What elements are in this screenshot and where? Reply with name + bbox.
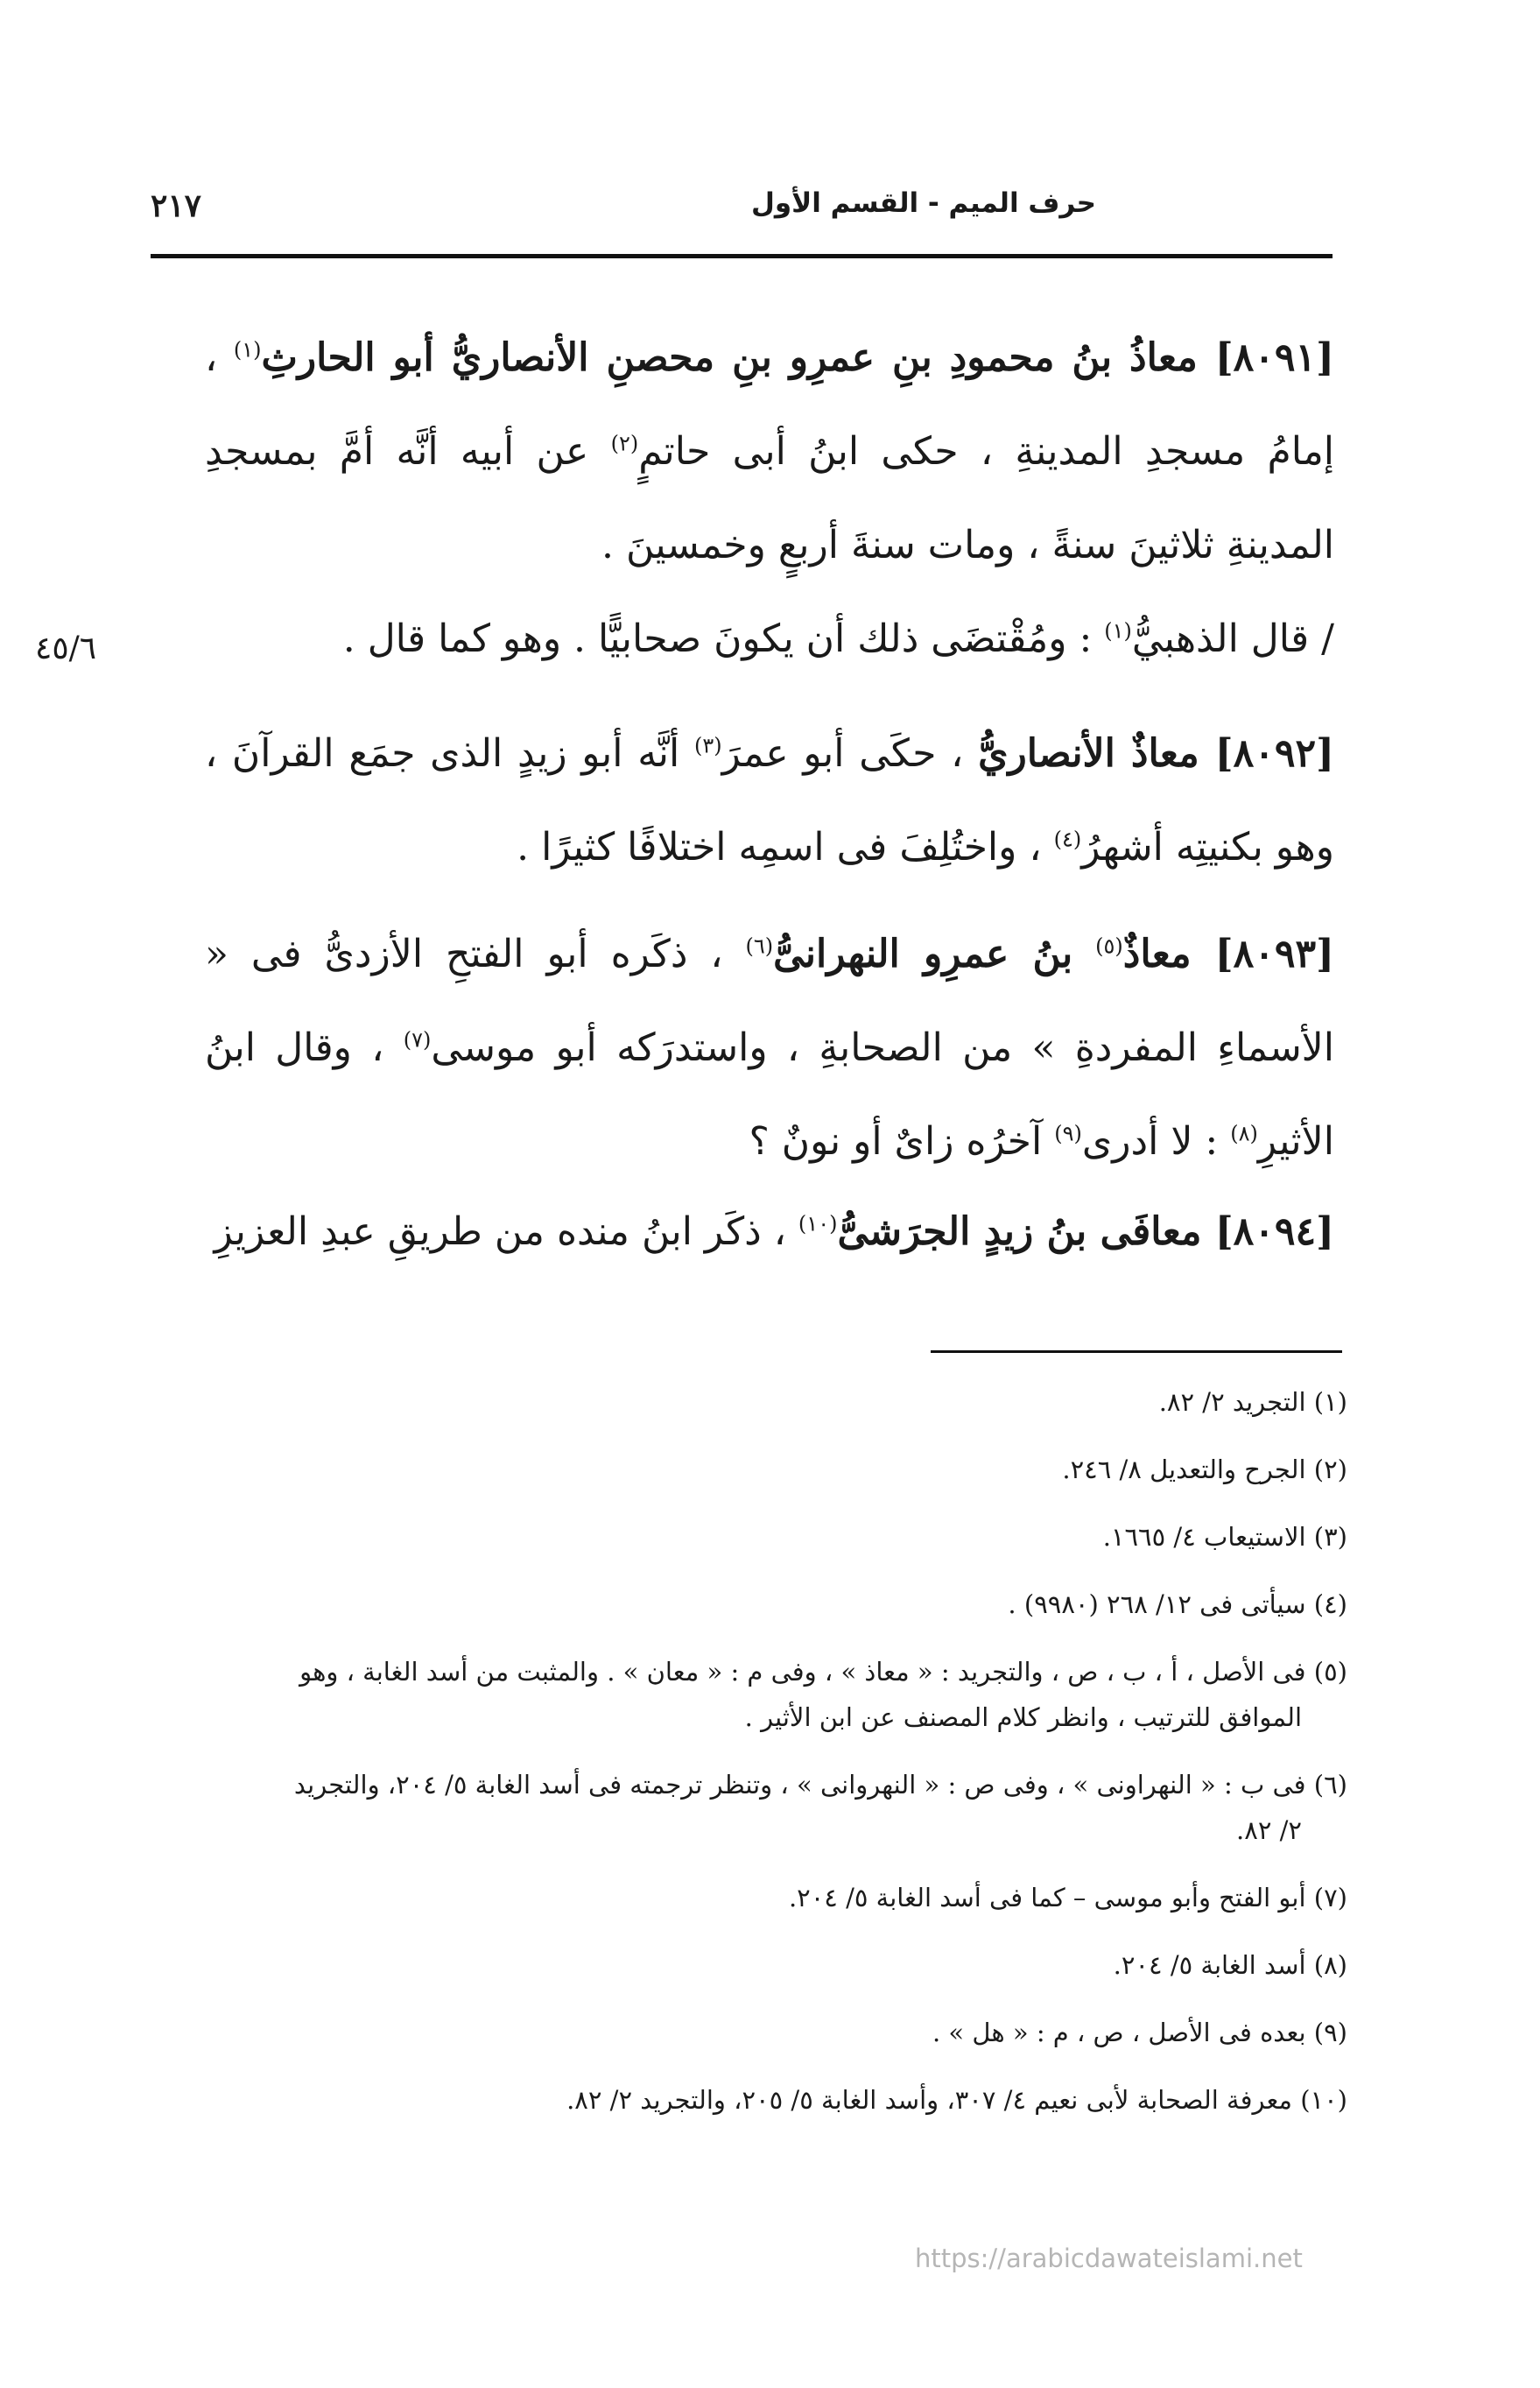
entry-text: ، واختُلِفَ فى اسمِه اختلافًا كثيرًا . xyxy=(517,825,1042,870)
entry-heading: [٨٠٩٤] معافَى بنُ زيدٍ الجرَشىُّ xyxy=(837,1209,1334,1254)
footnote-text: التجريد ٢/ ٨٢. xyxy=(1158,1387,1306,1417)
footnote-ref[interactable]: (٨) xyxy=(1230,1121,1258,1146)
entry-text: ، إمامُ مسجدِ المدينةِ ، حكى ابنُ أبى حاتمٍ xyxy=(205,335,1334,474)
watermark-url: https://arabicdawateislami.net xyxy=(915,2244,1303,2273)
footnote-number: (٦) xyxy=(1313,1770,1347,1800)
footnote-ref[interactable]: (٩) xyxy=(1054,1121,1082,1146)
footnote-ref[interactable]: (١) xyxy=(1104,618,1132,644)
footnote xyxy=(174,1514,1347,1560)
entry-text: آخرُه زاىٌ أو نونٌ ؟ xyxy=(749,1119,1043,1164)
footnote-separator xyxy=(931,1350,1342,1353)
footnote xyxy=(174,1875,1347,1920)
entry-text: : ومُقْتضَى ذلك أن يكونَ صحابيًّا . وهو كما قال . xyxy=(342,616,1093,661)
entry-text: أنَّه أبو زيدٍ الذى جمَع القرآنَ ، وهو بكنيتِه أشهرُ xyxy=(205,731,1334,870)
margin-reference: ٤٥/٦ xyxy=(35,630,97,666)
footnote-ref[interactable]: (١٠) xyxy=(798,1211,838,1236)
footnote-text: معرفة الصحابة لأبى نعيم ٤/ ٣٠٧، وأسد الغابة ٥/ ٢٠٥، والتجريد ٢/ ٨٢. xyxy=(566,2085,1292,2115)
footnote-text: بعده فى الأصل ، ص ، م : « هل » . xyxy=(932,2018,1306,2047)
entry-text: ، ذكَر ابنُ منده من طريقِ عبدِ العزيزِ xyxy=(214,1209,786,1254)
entry-heading: [٨٠٩٣] معاذٌ xyxy=(1122,932,1334,976)
footnote xyxy=(174,1379,1347,1425)
page-number: ٢١٧ xyxy=(151,187,202,224)
footnote-text: فى الأصل ، أ ، ب ، ص ، والتجريد : « معاذ » ، وفى م : « معان » . والمثبت من أسد الغابة ، وهو xyxy=(299,1657,1306,1687)
footnotes xyxy=(174,1379,1347,2145)
footnote-ref[interactable]: (٤) xyxy=(1053,827,1082,852)
footnote-ref[interactable]: (٣) xyxy=(694,733,722,758)
footnote-number: (٧) xyxy=(1313,1883,1347,1913)
footnote xyxy=(174,1762,1347,1853)
entry-text: ، وقال ابنُ الأثيرِ xyxy=(205,1025,1334,1164)
footnote-number: (٥) xyxy=(1313,1657,1347,1687)
header-rule xyxy=(151,254,1333,258)
entry-text: : لا أدرى xyxy=(1081,1119,1219,1164)
footnote-text: الاستيعاب ٤/ ١٦٦٥. xyxy=(1102,1522,1306,1552)
entry-text: عن أبيه أنَّه أمَّ بمسجدِ المدينةِ ثلاثينَ سنةً ، ومات سنةَ أربعٍ وخمسينَ . xyxy=(205,429,1334,567)
footnote-ref[interactable]: (٢) xyxy=(610,431,639,456)
entry-text: ، حكَى أبو عمرَ xyxy=(721,731,964,776)
running-title: حرف الميم - القسم الأول xyxy=(751,187,1096,219)
footnote-ref[interactable]: (٦) xyxy=(745,933,774,959)
footnote-ref[interactable]: (٥) xyxy=(1095,933,1123,959)
footnote xyxy=(174,1942,1347,1988)
entry-8093 xyxy=(205,907,1334,1188)
footnote-continuation: ٢/ ٨٢. xyxy=(1236,1815,1302,1845)
entry-heading: بنُ عمرِو النهرانىُّ xyxy=(773,932,1073,976)
entry-8094 xyxy=(205,1185,1334,1279)
page-header xyxy=(151,187,1333,240)
dhahabi-note xyxy=(205,592,1334,686)
footnote-text: الجرح والتعديل ٨/ ٢٤٦. xyxy=(1062,1455,1306,1484)
footnote xyxy=(174,2010,1347,2055)
entry-heading: [٨٠٩٢] معاذٌ الأنصاريُّ xyxy=(978,731,1334,776)
footnote-ref[interactable]: (٧) xyxy=(403,1027,432,1053)
footnote-text: أسد الغابة ٥/ ٢٠٤. xyxy=(1113,1950,1306,1980)
footnote-number: (٣) xyxy=(1313,1522,1347,1552)
footnote xyxy=(174,1581,1347,1627)
footnote-number: (١) xyxy=(1313,1387,1347,1417)
footnote-text: فى ب : « النهراونى » ، وفى ص : « النهروانى » ، وتنظر ترجمته فى أسد الغابة ٥/ ٢٠٤، والتجريد xyxy=(293,1770,1306,1800)
entry-heading: [٨٠٩١] معاذُ بنُ محمودِ بنِ عمرِو بنِ محصنِ الأنصاريُّ أبو الحارثِ xyxy=(261,335,1334,380)
footnote xyxy=(174,1447,1347,1492)
footnote-number: (٨) xyxy=(1313,1950,1347,1980)
footnote-text: أبو الفتح وأبو موسى – كما فى أسد الغابة ٥/ ٢٠٤. xyxy=(788,1883,1306,1913)
entry-8091 xyxy=(205,311,1334,592)
entry-text: ، ذكَره أبو الفتحِ الأزدىُّ فى « الأسماءِ المفردةِ » من الصحابةِ ، واستدرَكه أبو موسى xyxy=(205,932,1334,1070)
footnote-number: (٤) xyxy=(1313,1589,1347,1619)
footnote-continuation: الموافق للترتيب ، وانظر كلام المصنف عن ابن الأثير . xyxy=(744,1702,1302,1732)
footnote-number: (١٠) xyxy=(1300,2085,1347,2115)
footnote xyxy=(174,2077,1347,2123)
entry-8092 xyxy=(205,707,1334,894)
footnote-text: سيأتى فى ١٢/ ٢٦٨ (٩٩٨٠) . xyxy=(1008,1589,1306,1619)
footnote-ref[interactable]: (١) xyxy=(233,337,262,363)
footnote-number: (٢) xyxy=(1313,1455,1347,1484)
entry-text: / قال الذهبيُّ xyxy=(1131,616,1334,661)
footnote xyxy=(174,1649,1347,1740)
footnote-number: (٩) xyxy=(1313,2018,1347,2047)
